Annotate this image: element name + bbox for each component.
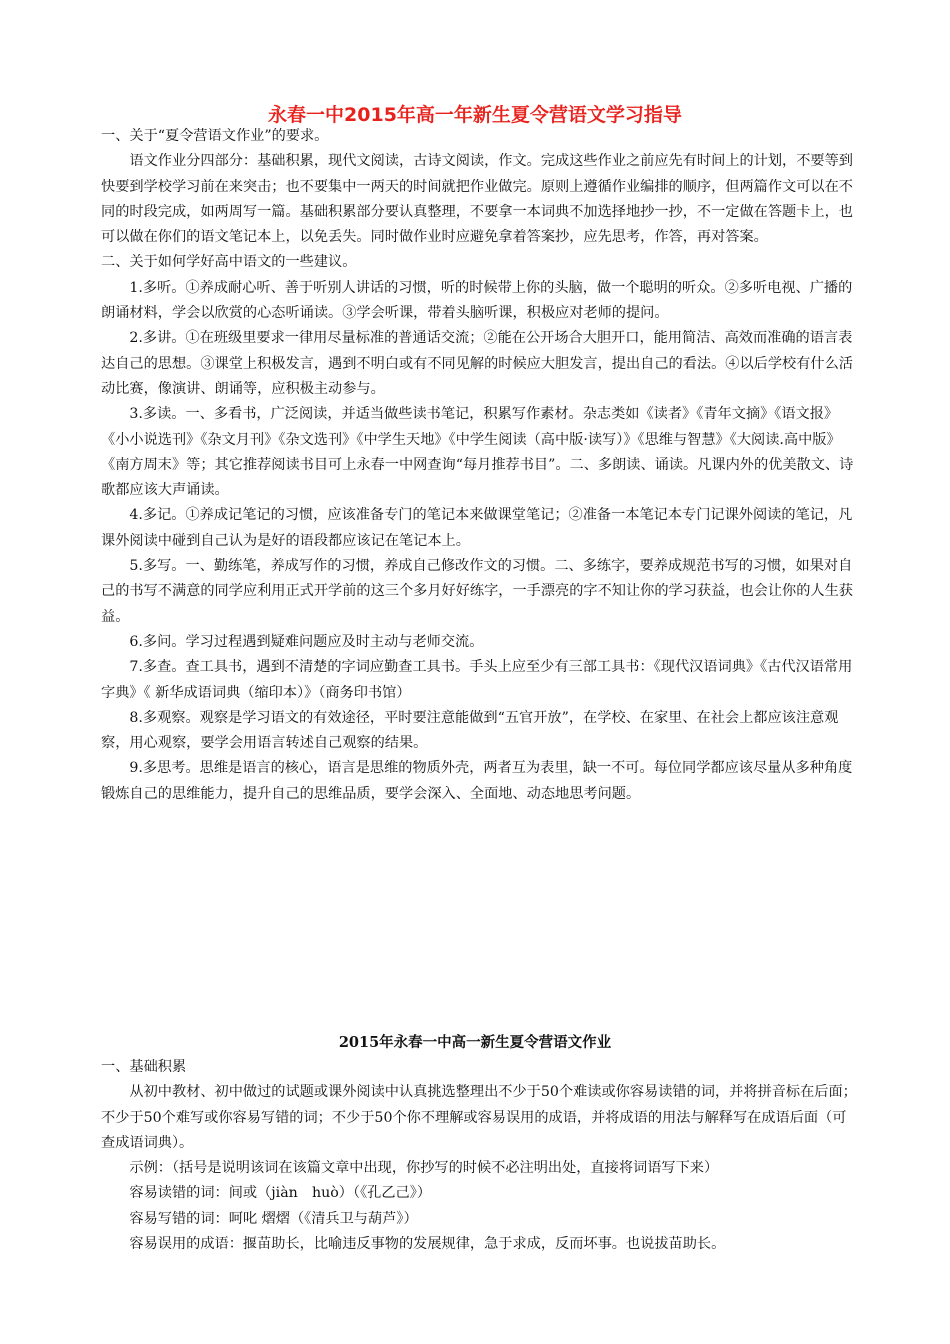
suggestion-item: 9.多思考。思维是语言的核心，语言是思维的物质外壳，两者互为表里，缺一不可。每位同学都应该尽量从多种角度锻炼自己的思维能力，提升自己的思维品质，要学会深入、全面地、动态地思考问题。 [101, 760, 853, 802]
homework-section1-heading: 一、基础积累 [101, 1059, 187, 1075]
misuse-example: 容易误用的成语：揠苗助长，比喻违反事物的发展规律，急于求成，反而坏事。也说拔苗助长。 [129, 1236, 726, 1253]
example-line: 示例：（括号是说明该词在该篇文章中出现，你抄写的时候不必注明出处，直接将词语写下来） [129, 1160, 719, 1177]
suggestion-item: 5.多写。一、勤练笔，养成写作的习惯，养成自己修改作文的习惯。二、多练字，要养成规范书写的习惯，如果对自己的书写不满意的同学应利用正式开学前的这三个多月好好练字，一手漂亮的字不知让你的学习获益，也会让你的人生获益。 [101, 558, 853, 625]
suggestion-item: 6.多问。学习过程遇到疑难问题应及时主动与老师交流。 [129, 633, 484, 650]
section1-heading: 一、关于“夏令营语文作业”的要求。 [101, 128, 329, 144]
section1-paragraph: 语文作业分四部分：基础积累，现代文阅读，古诗文阅读，作文。完成这些作业之前应先有时间上的计划，不要等到快要到学校学习前在来突击；也不要集中一两天的时间就把作业做完。原则上遵循作业编排的顺序，但两篇作文可以在不同的时段完成，如两周写一篇。基础积累部分要认真整理，不要拿一本词典不加选择地抄一抄，不一定做在答题卡上，也可以做在你们的语文笔记本上，以免丢失。同时做作业时应避免拿着答案抄，应先思考，作答，再对答案。 [101, 153, 853, 246]
suggestion-item: 8.多观察。观察是学习语文的有效途径，平时要注意能做到“五官开放”，在学校、在家里、在社会上都应该注意观察，用心观察，要学会用语言转述自己观察的结果。 [101, 709, 839, 752]
guide-body [101, 124, 859, 807]
homework-title: 2015年永春一中高一新生夏令营语文作业 [338, 1034, 612, 1051]
suggestion-item: 3.多读。一、多看书，广泛阅读，并适当做些读书笔记，积累写作素材。杂志类如《读者》《青年文摘》《语文报》《小小说选刊》《杂文月刊》《杂文选刊》《中学生天地》《中学生阅读（高中版·读写）》《思维与智慧》《大阅读.高中版》《南方周末》等；其它推荐阅读书目可上永春一中网查询“每月推荐书目”。二、多朗读、诵读。凡课内外的优美散文、诗歌都应该大声诵读。 [101, 406, 854, 499]
homework-body [101, 1055, 859, 1257]
suggestion-item: 7.多查。查工具书，遇到不清楚的字词应勤查工具书。手头上应至少有三部工具书：《现代汉语词典》《古代汉语常用字典》《 新华成语词典（缩印本）》（商务印书馆） [101, 659, 853, 701]
section2-heading: 二、关于如何学好高中语文的一些建议。 [101, 254, 357, 271]
homework-paragraph: 从初中教材、初中做过的试题或课外阅读中认真挑选整理出不少于50个难读或你容易读错的词，并将拼音标在后面；不少于50个难写或你容易写错的词；不少于50个你不理解或容易误用的成语，并将成语的用法与解释写在成语后面（可查成语词典）。 [101, 1084, 857, 1151]
miswrite-example: 容易写错的词：呵叱 熠熠（《清兵卫与葫芦》） [129, 1210, 418, 1227]
suggestion-item: 1.多听。①养成耐心听、善于听别人讲话的习惯，听的时候带上你的头脑，做一个聪明的听众。②多听电视、广播的朗诵材料，学会以欣赏的心态听诵读。③学会听课，带着头脑听课，积极应对老师的提问。 [101, 279, 853, 322]
suggestion-item: 4.多记。①养成记笔记的习惯，应该准备专门的笔记本来做课堂笔记；②准备一本笔记本专门记课外阅读的笔记，凡课外阅读中碰到自己认为是好的语段都应该记在笔记本上。 [101, 507, 853, 549]
guide-title: 永春一中2015年高一年新生夏令营语文学习指导 [268, 104, 682, 126]
suggestion-item: 2.多讲。①在班级里要求一律用尽量标准的普通话交流；②能在公开场合大胆开口，能用简洁、高效而准确的语言表达自己的思想。③课堂上积极发言，遇到不明白或有不同见解的时候应大胆发言，提出自己的看法。④以后学校有什么活动比赛，像演讲、朗诵等，应积极主动参与。 [101, 330, 853, 397]
misread-example: 容易读错的词：间或（jiàn huò）（《孔乙己》） [129, 1185, 432, 1202]
